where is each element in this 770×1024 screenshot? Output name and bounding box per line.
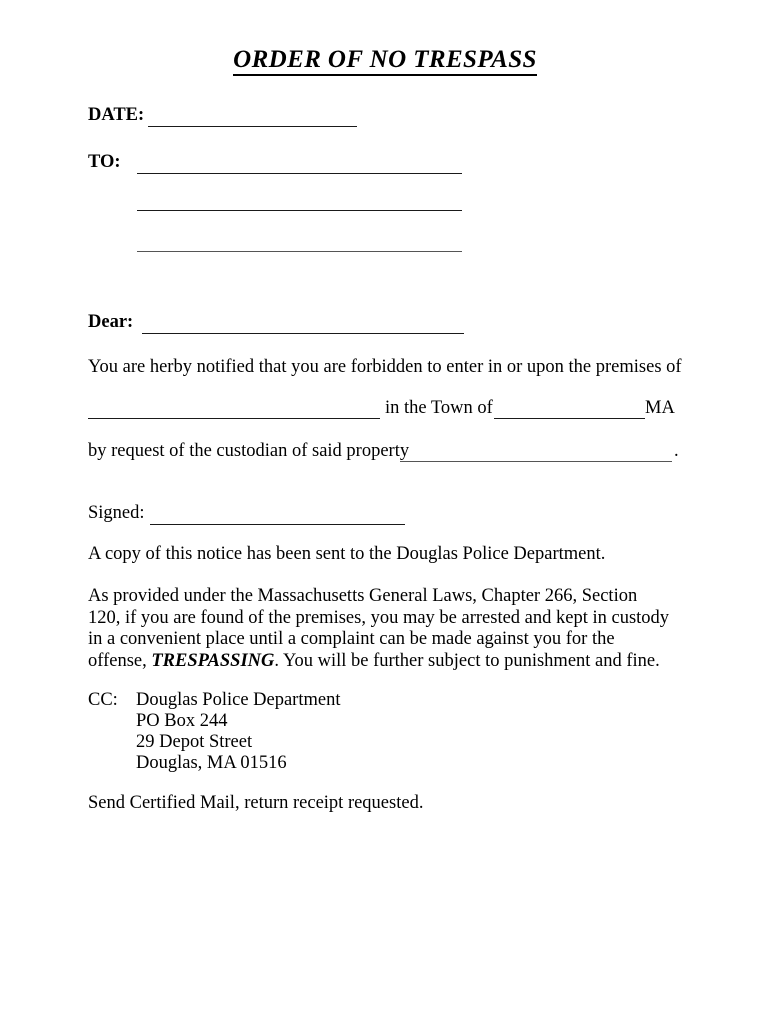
date-fill-line[interactable] [148,126,357,127]
cc-label: CC: [88,690,118,710]
cc-recipient: Douglas Police Department [136,690,341,710]
to-fill-line-1[interactable] [137,173,462,174]
custodian-fill-line[interactable] [400,461,672,462]
to-fill-line-2[interactable] [137,210,462,211]
custodian-phrase: by request of the custodian of said property [88,441,410,461]
legal-emphasis-trespassing: TRESPASSING [151,650,275,671]
signed-label: Signed: [88,503,145,523]
signed-fill-line[interactable] [150,524,405,525]
dear-fill-line[interactable] [142,333,464,334]
page-title [0,46,770,74]
to-label: TO: [88,152,121,172]
to-fill-line-3[interactable] [137,251,462,252]
town-phrase: in the Town of [385,398,493,418]
legal-text-part2: . You will be further subject to punishment and fine. [274,650,660,671]
town-fill-line[interactable] [494,418,645,419]
copy-notice: A copy of this notice has been sent to the Douglas Police Department. [88,544,606,564]
cc-address-line-1: PO Box 244 [136,711,228,731]
premises-fill-line[interactable] [88,418,380,419]
cc-address-line-3: Douglas, MA 01516 [136,753,287,773]
cc-block [88,690,340,774]
cc-address-line-2: 29 Depot Street [136,732,253,752]
date-label: DATE: [88,105,145,125]
custodian-terminator: . [674,441,679,461]
legal-text-part1: As provided under the Massachusetts General Laws, Chapter 266, Section 120, if you are found of the premises, you may be arrested and kept in custody in a convenient place until a complaint can be made against you for the offense, [88,586,670,671]
cc-first-line [88,690,340,711]
page-title-text: ORDER OF NO TRESPASS [233,46,537,76]
state-abbrev: MA [645,398,675,418]
dear-label: Dear: [88,312,134,332]
mail-instruction: Send Certified Mail, return receipt requested. [88,793,424,813]
legal-paragraph [88,586,670,672]
notice-sentence: You are herby notified that you are forbidden to enter in or upon the premises of [88,357,682,377]
